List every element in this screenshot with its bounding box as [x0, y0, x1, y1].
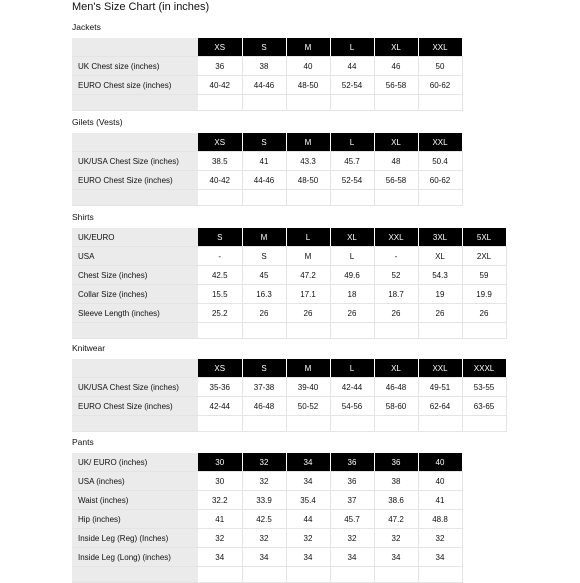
- empty-cell: [242, 567, 286, 583]
- value-cell: 41: [418, 491, 462, 510]
- size-header-cell: M: [286, 38, 330, 57]
- empty-cell: [374, 323, 418, 339]
- value-cell: 56-58: [374, 76, 418, 95]
- empty-cell: [242, 95, 286, 111]
- empty-row: [72, 416, 506, 432]
- row-label: EURO Chest Size (inches): [72, 397, 198, 416]
- size-header-cell: 32: [242, 453, 286, 472]
- empty-cell: [286, 190, 330, 206]
- value-cell: 34: [198, 548, 242, 567]
- size-header-cell: S: [242, 133, 286, 152]
- row-label: Inside Leg (Reg) (Inches): [72, 529, 198, 548]
- section-title: Knitwear: [72, 343, 106, 353]
- table-row: [72, 171, 462, 190]
- size-header-cell: S: [242, 38, 286, 57]
- value-cell: 49.6: [330, 266, 374, 285]
- empty-row: [72, 95, 462, 111]
- empty-cell: [330, 190, 374, 206]
- value-cell: 26: [242, 304, 286, 323]
- value-cell: M: [286, 247, 330, 266]
- table-row: [72, 76, 462, 95]
- value-cell: 53-55: [462, 378, 506, 397]
- empty-row: [72, 567, 462, 583]
- value-cell: 38: [242, 57, 286, 76]
- table-row: [72, 285, 506, 304]
- empty-cell: [330, 416, 374, 432]
- value-cell: 34: [286, 472, 330, 491]
- value-cell: 60-62: [418, 76, 462, 95]
- empty-cell: [330, 567, 374, 583]
- value-cell: 48-50: [286, 76, 330, 95]
- value-cell: 34: [374, 548, 418, 567]
- value-cell: 42-44: [198, 397, 242, 416]
- value-cell: 19.9: [462, 285, 506, 304]
- value-cell: 40: [418, 472, 462, 491]
- size-header-cell: L: [330, 359, 374, 378]
- value-cell: 26: [462, 304, 506, 323]
- table-row: [72, 57, 462, 76]
- empty-cell: [374, 190, 418, 206]
- value-cell: 32.2: [198, 491, 242, 510]
- empty-cell: [418, 95, 462, 111]
- value-cell: 34: [418, 548, 462, 567]
- value-cell: 32: [330, 529, 374, 548]
- value-cell: 45.7: [330, 510, 374, 529]
- empty-cell: [198, 567, 242, 583]
- size-header-cell: 34: [286, 453, 330, 472]
- row-label: UK/USA Chest Size (inches): [72, 152, 198, 171]
- value-cell: 54-56: [330, 397, 374, 416]
- empty-cell: [418, 567, 462, 583]
- table-header-row: [72, 133, 462, 152]
- table-row: [72, 397, 506, 416]
- value-cell: 50-52: [286, 397, 330, 416]
- section-title: Pants: [72, 437, 94, 447]
- value-cell: 43.3: [286, 152, 330, 171]
- value-cell: 42.5: [242, 510, 286, 529]
- size-header-cell: XS: [198, 133, 242, 152]
- value-cell: 32: [198, 529, 242, 548]
- value-cell: 15.5: [198, 285, 242, 304]
- empty-cell: [374, 567, 418, 583]
- value-cell: 46-48: [374, 378, 418, 397]
- value-cell: 44: [330, 57, 374, 76]
- value-cell: 26: [418, 304, 462, 323]
- empty-cell: [286, 567, 330, 583]
- empty-cell: [198, 323, 242, 339]
- empty-cell: [418, 190, 462, 206]
- header-label: UK/ EURO (inches): [72, 453, 198, 472]
- row-label: EURO Chest size (inches): [72, 76, 198, 95]
- size-header-cell: XXL: [374, 228, 418, 247]
- size-header-cell: M: [286, 359, 330, 378]
- row-label: USA: [72, 247, 198, 266]
- value-cell: 17.1: [286, 285, 330, 304]
- value-cell: 38.5: [198, 152, 242, 171]
- size-header-cell: 36: [330, 453, 374, 472]
- value-cell: 32: [418, 529, 462, 548]
- empty-cell: [198, 95, 242, 111]
- value-cell: 32: [286, 529, 330, 548]
- value-cell: 48: [374, 152, 418, 171]
- size-header-cell: XXL: [418, 133, 462, 152]
- value-cell: 16.3: [242, 285, 286, 304]
- value-cell: 49-51: [418, 378, 462, 397]
- size-header-cell: 30: [198, 453, 242, 472]
- row-label: UK/USA Chest Size (inches): [72, 378, 198, 397]
- value-cell: 46: [374, 57, 418, 76]
- value-cell: 47.2: [374, 510, 418, 529]
- row-label: USA (inches): [72, 472, 198, 491]
- value-cell: 37-38: [242, 378, 286, 397]
- table-row: [72, 491, 462, 510]
- value-cell: 18: [330, 285, 374, 304]
- table-row: [72, 304, 506, 323]
- size-header-cell: S: [198, 228, 242, 247]
- value-cell: 46-48: [242, 397, 286, 416]
- empty-cell: [242, 323, 286, 339]
- size-header-cell: 5XL: [462, 228, 506, 247]
- value-cell: 54.3: [418, 266, 462, 285]
- size-header-cell: XS: [198, 38, 242, 57]
- value-cell: 32: [374, 529, 418, 548]
- value-cell: 34: [330, 548, 374, 567]
- size-table: [72, 228, 507, 339]
- table-header-row: [72, 453, 462, 472]
- empty-cell: [374, 95, 418, 111]
- value-cell: -: [198, 247, 242, 266]
- size-header-cell: 3XL: [418, 228, 462, 247]
- table-row: [72, 378, 506, 397]
- size-header-cell: M: [286, 133, 330, 152]
- size-header-cell: XXXL: [462, 359, 506, 378]
- value-cell: 45.7: [330, 152, 374, 171]
- value-cell: 56-58: [374, 171, 418, 190]
- value-cell: 35-36: [198, 378, 242, 397]
- value-cell: 44-46: [242, 76, 286, 95]
- value-cell: 36: [330, 472, 374, 491]
- value-cell: 34: [242, 548, 286, 567]
- value-cell: 26: [330, 304, 374, 323]
- value-cell: 44: [286, 510, 330, 529]
- empty-cell: [374, 416, 418, 432]
- size-header-cell: XL: [374, 359, 418, 378]
- header-label: [72, 359, 198, 378]
- value-cell: S: [242, 247, 286, 266]
- empty-cell: [286, 323, 330, 339]
- row-label: Chest Size (inches): [72, 266, 198, 285]
- empty-cell: [242, 190, 286, 206]
- value-cell: 48.8: [418, 510, 462, 529]
- value-cell: -: [374, 247, 418, 266]
- section-title: Gilets (Vests): [72, 117, 123, 127]
- value-cell: XL: [418, 247, 462, 266]
- row-label: Inside Leg (Long) (inches): [72, 548, 198, 567]
- empty-cell: [418, 323, 462, 339]
- value-cell: 52-54: [330, 76, 374, 95]
- value-cell: 41: [242, 152, 286, 171]
- value-cell: 36: [198, 57, 242, 76]
- table-row: [72, 266, 506, 285]
- value-cell: 40: [286, 57, 330, 76]
- size-header-cell: S: [242, 359, 286, 378]
- size-header-cell: 40: [418, 453, 462, 472]
- value-cell: 38: [374, 472, 418, 491]
- value-cell: 50.4: [418, 152, 462, 171]
- value-cell: 41: [198, 510, 242, 529]
- table-header-row: [72, 38, 462, 57]
- row-label: Sleeve Length (inches): [72, 304, 198, 323]
- size-table: [72, 359, 507, 432]
- size-header-cell: M: [242, 228, 286, 247]
- size-table: [72, 38, 463, 111]
- value-cell: 32: [242, 472, 286, 491]
- table-row: [72, 152, 462, 171]
- row-label: UK Chest size (inches): [72, 57, 198, 76]
- value-cell: 59: [462, 266, 506, 285]
- value-cell: 52-54: [330, 171, 374, 190]
- value-cell: 58-60: [374, 397, 418, 416]
- header-label: [72, 133, 198, 152]
- value-cell: 63-65: [462, 397, 506, 416]
- empty-label-cell: [72, 416, 198, 432]
- value-cell: 42-44: [330, 378, 374, 397]
- empty-cell: [286, 416, 330, 432]
- value-cell: 44-46: [242, 171, 286, 190]
- row-label: Waist (inches): [72, 491, 198, 510]
- value-cell: 26: [374, 304, 418, 323]
- section-title: Jackets: [72, 22, 101, 32]
- value-cell: 26: [286, 304, 330, 323]
- size-header-cell: 36: [374, 453, 418, 472]
- value-cell: 19: [418, 285, 462, 304]
- size-header-cell: L: [286, 228, 330, 247]
- value-cell: 33.9: [242, 491, 286, 510]
- value-cell: 62-64: [418, 397, 462, 416]
- value-cell: 60-62: [418, 171, 462, 190]
- header-label: [72, 38, 198, 57]
- table-row: [72, 472, 462, 491]
- empty-cell: [198, 416, 242, 432]
- empty-label-cell: [72, 95, 198, 111]
- value-cell: 18.7: [374, 285, 418, 304]
- value-cell: 35.4: [286, 491, 330, 510]
- size-header-cell: XL: [330, 228, 374, 247]
- size-header-cell: L: [330, 133, 374, 152]
- empty-label-cell: [72, 567, 198, 583]
- empty-label-cell: [72, 190, 198, 206]
- value-cell: 37: [330, 491, 374, 510]
- header-label: UK/EURO: [72, 228, 198, 247]
- value-cell: 40-42: [198, 76, 242, 95]
- row-label: Collar Size (inches): [72, 285, 198, 304]
- empty-label-cell: [72, 323, 198, 339]
- empty-cell: [330, 95, 374, 111]
- value-cell: 32: [242, 529, 286, 548]
- value-cell: 25.2: [198, 304, 242, 323]
- row-label: EURO Chest Size (inches): [72, 171, 198, 190]
- table-row: [72, 548, 462, 567]
- page-title: Men's Size Chart (in inches): [72, 1, 210, 13]
- value-cell: 52: [374, 266, 418, 285]
- value-cell: 2XL: [462, 247, 506, 266]
- size-header-cell: XXL: [418, 359, 462, 378]
- empty-cell: [198, 190, 242, 206]
- table-row: [72, 510, 462, 529]
- empty-cell: [462, 323, 506, 339]
- empty-cell: [418, 416, 462, 432]
- value-cell: 30: [198, 472, 242, 491]
- value-cell: 39-40: [286, 378, 330, 397]
- value-cell: 47.2: [286, 266, 330, 285]
- table-row: [72, 247, 506, 266]
- value-cell: 50: [418, 57, 462, 76]
- size-header-cell: L: [330, 38, 374, 57]
- value-cell: 45: [242, 266, 286, 285]
- empty-cell: [286, 95, 330, 111]
- size-header-cell: XS: [198, 359, 242, 378]
- size-header-cell: XL: [374, 133, 418, 152]
- value-cell: L: [330, 247, 374, 266]
- table-header-row: [72, 228, 506, 247]
- empty-cell: [462, 416, 506, 432]
- empty-row: [72, 190, 462, 206]
- value-cell: 40-42: [198, 171, 242, 190]
- table-row: [72, 529, 462, 548]
- size-table: [72, 453, 463, 583]
- empty-row: [72, 323, 506, 339]
- section-title: Shirts: [72, 212, 94, 222]
- value-cell: 34: [286, 548, 330, 567]
- size-header-cell: XXL: [418, 38, 462, 57]
- value-cell: 48-50: [286, 171, 330, 190]
- table-header-row: [72, 359, 506, 378]
- size-header-cell: XL: [374, 38, 418, 57]
- empty-cell: [330, 323, 374, 339]
- value-cell: 42.5: [198, 266, 242, 285]
- size-table: [72, 133, 463, 206]
- row-label: Hip (inches): [72, 510, 198, 529]
- empty-cell: [242, 416, 286, 432]
- value-cell: 38.6: [374, 491, 418, 510]
